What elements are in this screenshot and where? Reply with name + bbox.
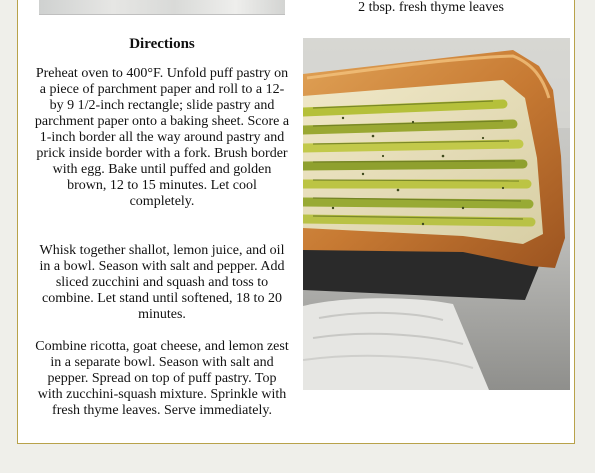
ingredient-item: 2 tbsp. fresh thyme leaves <box>358 0 504 15</box>
direction-step-3: Combine ricotta, goat cheese, and lemon zest in a separate bowl. Season with salt and pepper. Spread on top of puff pastry. Top with zucchini-squash mixture. Sprinkle with fresh thyme leaves. Serve immediately. <box>35 339 289 418</box>
zucchini-tart-photo <box>303 38 570 390</box>
top-photo <box>39 0 285 15</box>
recipe-card <box>17 0 575 444</box>
directions-heading: Directions <box>129 36 195 52</box>
direction-step-1: Preheat oven to 400°F. Unfold puff pastry on a piece of parchment paper and roll to a 12- by 9 1/2-inch rectangle; slide pastry and parchment paper onto a baking sheet. Score a 1-inch border all the way around pastry and prick inside border with a fork. Brush border with egg. Bake until puffed and golden brown, 12 to 15 minutes. Let cool completely. <box>34 66 290 209</box>
direction-step-2: Whisk together shallot, lemon juice, and oil in a bowl. Season with salt and pepper. Add sliced zucchini and squash and toss to combine. Let stand until softened, 18 to 20 minutes. <box>39 243 285 322</box>
